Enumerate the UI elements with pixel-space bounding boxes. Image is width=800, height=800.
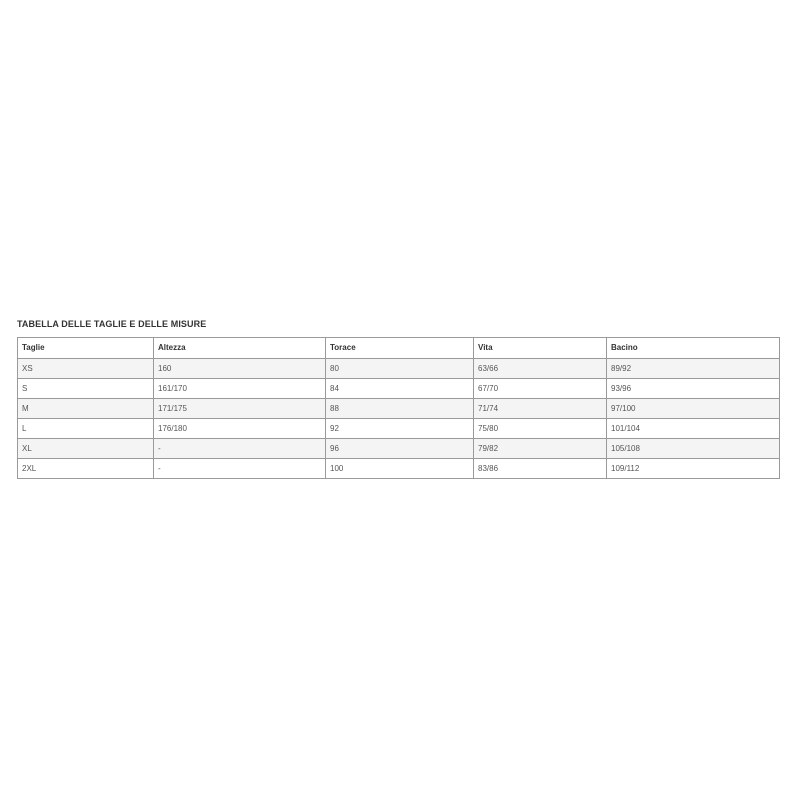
cell-chest: 100 — [326, 459, 474, 479]
size-chart-table — [17, 337, 780, 479]
table-row — [18, 459, 780, 479]
cell-chest: 80 — [326, 359, 474, 379]
table-row — [18, 379, 780, 399]
cell-waist: 63/66 — [474, 359, 607, 379]
table-row — [18, 439, 780, 459]
cell-height: 161/170 — [154, 379, 326, 399]
cell-chest: 88 — [326, 399, 474, 419]
cell-size: XS — [18, 359, 154, 379]
table-row — [18, 399, 780, 419]
cell-height: 160 — [154, 359, 326, 379]
cell-size: L — [18, 419, 154, 439]
cell-waist: 67/70 — [474, 379, 607, 399]
cell-size: XL — [18, 439, 154, 459]
table-header-row — [18, 338, 780, 359]
header-vita: Vita — [474, 338, 607, 359]
cell-hips: 89/92 — [607, 359, 780, 379]
header-bacino: Bacino — [607, 338, 780, 359]
cell-size: 2XL — [18, 459, 154, 479]
table-row — [18, 419, 780, 439]
cell-height: - — [154, 459, 326, 479]
cell-hips: 93/96 — [607, 379, 780, 399]
cell-waist: 71/74 — [474, 399, 607, 419]
cell-chest: 84 — [326, 379, 474, 399]
header-torace: Torace — [326, 338, 474, 359]
cell-size: S — [18, 379, 154, 399]
cell-height: 171/175 — [154, 399, 326, 419]
header-taglie: Taglie — [18, 338, 154, 359]
cell-waist: 83/86 — [474, 459, 607, 479]
cell-waist: 75/80 — [474, 419, 607, 439]
cell-size: M — [18, 399, 154, 419]
cell-hips: 97/100 — [607, 399, 780, 419]
cell-chest: 96 — [326, 439, 474, 459]
size-chart-title: TABELLA DELLE TAGLIE E DELLE MISURE — [17, 319, 207, 329]
cell-height: 176/180 — [154, 419, 326, 439]
cell-hips: 109/112 — [607, 459, 780, 479]
cell-hips: 105/108 — [607, 439, 780, 459]
cell-hips: 101/104 — [607, 419, 780, 439]
cell-height: - — [154, 439, 326, 459]
cell-waist: 79/82 — [474, 439, 607, 459]
table-row — [18, 359, 780, 379]
cell-chest: 92 — [326, 419, 474, 439]
header-altezza: Altezza — [154, 338, 326, 359]
size-chart-section — [17, 318, 779, 479]
